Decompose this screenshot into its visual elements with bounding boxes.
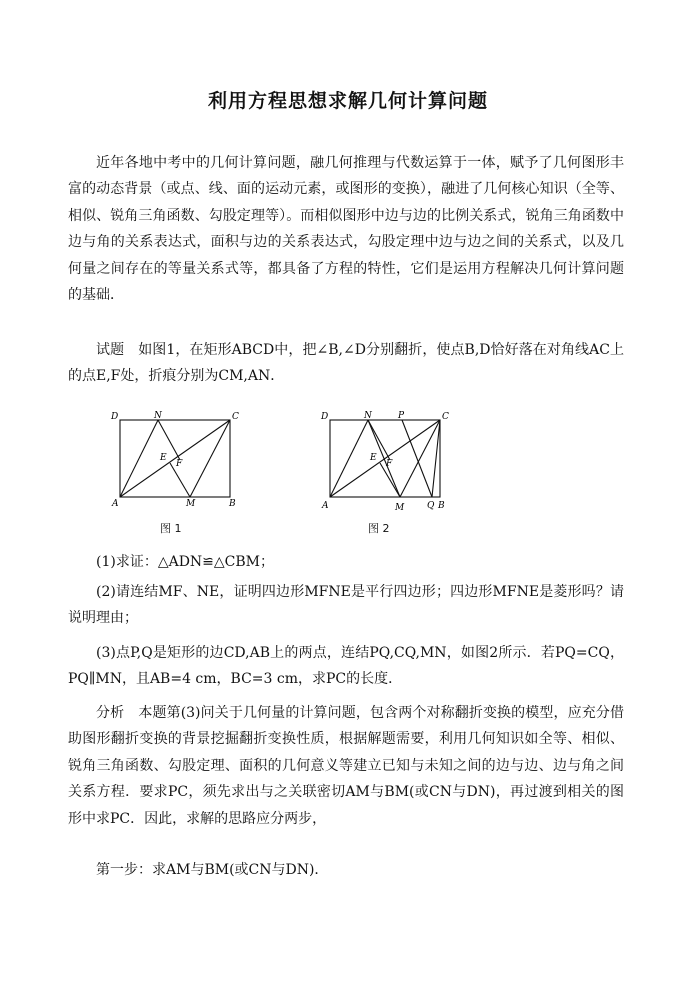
intro-paragraph: 近年各地中考中的几何计算问题，融几何推理与代数运算于一体，赋予了几何图形丰富的动态背景（或点、线、面的运动元素，或图形的变换），融进了几何核心知识（全等、相似、锐角三角函数、勾股定理等）。而相似图形中边与边的比例关系式，锐角三角函数中边与角的关系表达式，面积与边的关系表达式，勾股定理中边与边之间的关系式，以及几何量之间存在的等量关系式等，都具备了方程的特性，它们是运用方程解决几何计算问题的基础． bbox=[68, 155, 624, 304]
fig1-label-m: M bbox=[186, 499, 196, 508]
fig2-fold-an bbox=[330, 420, 368, 497]
figure-2 bbox=[318, 408, 458, 513]
fig2-segment-cq bbox=[432, 420, 440, 497]
fig2-label-b: B bbox=[438, 501, 445, 511]
fig1-fold-cm bbox=[190, 420, 230, 497]
fig1-label-n: N bbox=[154, 411, 162, 421]
step-1: 第一步：求AM与BM(或CN与DN)． bbox=[96, 862, 329, 878]
fig2-label-d: D bbox=[321, 412, 329, 422]
figure-1-drawing bbox=[108, 408, 248, 508]
fig1-label-d: D bbox=[111, 412, 119, 422]
fig1-diagonal-ac bbox=[120, 420, 230, 497]
problem-statement: 试题 如图1，在矩形ABCD中，把∠B,∠D分别翻折，使点B,D恰好落在对角线AC上的点E,F处，折痕分别为CM,AN． bbox=[68, 342, 624, 385]
fig2-label-m: M bbox=[395, 503, 405, 513]
fig1-label-e: E bbox=[160, 453, 167, 463]
analysis-paragraph: 分析 本题第(3)问关于几何量的计算问题，包含两个对称翻折变换的模型，应充分借助图形翻折变换的背景挖掘翻折变换性质，根据解题需要，利用几何知识如全等、相似、锐角三角函数、勾股定理、面积的几何意义等建立已知与未知之间的边与边、边与角之间关系方程．要求PC，须先求出与之关联密切AM与BM(或CN与DN)，再过渡到相关的图形中求PC．因此，求解的思路应分两步， bbox=[68, 705, 624, 827]
fig2-label-e: E bbox=[370, 453, 377, 463]
question-1: (1)求证：△ADN≌△CBM； bbox=[96, 554, 275, 570]
fig1-label-b: B bbox=[229, 499, 236, 508]
figure-2-drawing bbox=[318, 408, 458, 513]
fig1-label-f: F bbox=[176, 459, 183, 469]
fig1-label-c: C bbox=[232, 412, 239, 422]
figure-1-caption: 图 1 bbox=[160, 522, 182, 535]
fig1-label-a: A bbox=[112, 499, 119, 508]
fig2-label-p: P bbox=[398, 411, 405, 421]
page-title: 利用方程思想求解几何计算问题 bbox=[207, 90, 488, 112]
figure-1 bbox=[108, 408, 248, 508]
fig2-label-a: A bbox=[322, 501, 329, 511]
fig2-label-q: Q bbox=[427, 501, 435, 511]
fig2-label-c: C bbox=[442, 412, 449, 422]
question-2: (2)请连结MF、NE，证明四边形MFNE是平行四边形；四边形MFNE是菱形吗？请说明理由； bbox=[68, 584, 624, 627]
fig2-diagonal-ac bbox=[330, 420, 440, 497]
figure-2-caption: 图 2 bbox=[368, 522, 390, 535]
fig1-fold-an bbox=[120, 420, 158, 497]
question-3: (3)点P,Q是矩形的边CD,AB上的两点，连结PQ,CQ,MN，如图2所示．若PQ=CQ，PQ∥MN，且AB=4 cm，BC=3 cm，求PC的长度． bbox=[68, 645, 624, 688]
fig2-label-n: N bbox=[364, 411, 372, 421]
fig2-label-f: F bbox=[386, 459, 393, 469]
